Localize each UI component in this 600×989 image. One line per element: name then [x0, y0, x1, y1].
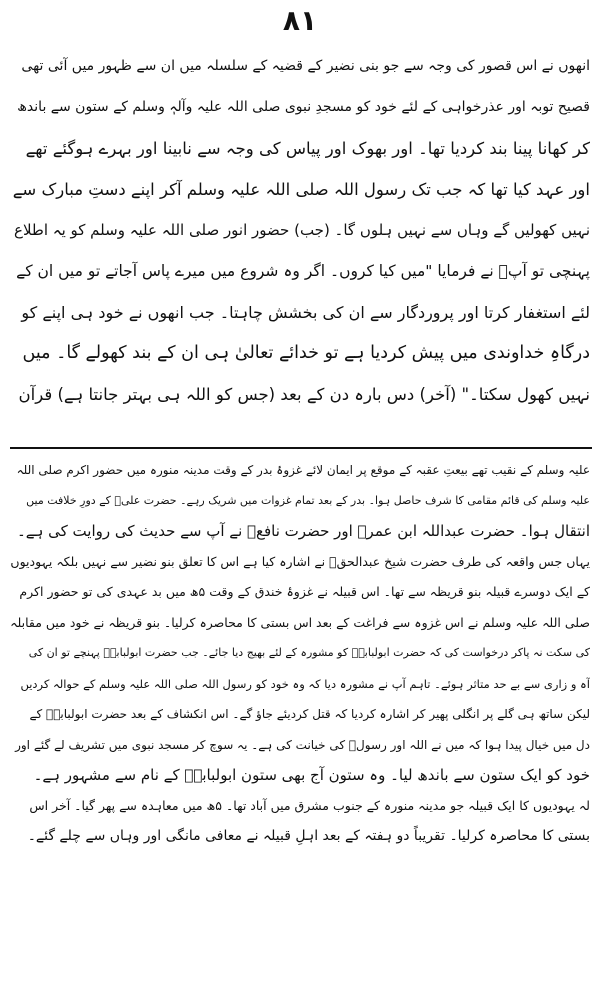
- main-text-line: انھوں نے اس قصور کی وجہ سے جو بنی نضیر کے قضیہ کے سلسلہ میں ان سے ظہور میں آئی تھی: [21, 58, 590, 74]
- main-text-line: لئے استغفار کرتا اور پروردگار سے ان کی بخشش چاہتا۔ جب انھوں نے خود ہی اپنے کو: [21, 303, 590, 322]
- footnote-line: بستی کا محاصرہ کرلیا۔ تقریباً دو ہفتہ کے بعد اہلِ قبیلہ نے معافی مانگی اور وہاں سے چلے گئے۔: [27, 828, 590, 844]
- main-text-line: قصیح توبہ اور عذرخواہی کے لئے خود کو مسجدِ نبوی صلی اللہ علیہ وآلہٖ وسلم کے ستون سے باندھ: [17, 99, 590, 115]
- footnote-line: علیہ وسلم کی قائم مقامی کا شرف حاصل ہوا۔ بدر کے بعد تمام غزوات میں شریک رہے۔ حضرت علیؓ کے دورِ خلافت میں: [26, 493, 590, 507]
- footnote-divider: [10, 447, 592, 449]
- main-text-line: نہیں کھولیں گے وہاں سے نہیں ہلوں گا۔ (جب) حضور انور صلی اللہ علیہ وسلم کو یہ اطلاع: [14, 221, 590, 239]
- main-text-line: اور عہد کیا تھا کہ جب تک رسول اللہ صلی اللہ علیہ وسلم آکر اپنے دستِ مبارک سے: [12, 180, 590, 199]
- main-text-line: پہنچی تو آپؐ نے فرمایا "میں کیا کروں۔ اگر وہ شروع میں میرے پاس آجاتے تو میں ان کے: [16, 262, 590, 280]
- footnote-line: یہاں جس واقعہ کی طرف حضرت شیخ عبدالحقؒ نے اشارہ کیا ہے اس کا تعلق بنو نضیر سے نہیں بلکہ یہودیوں: [10, 553, 590, 569]
- main-text-line: نہیں کھول سکتا۔" (آخر) دس بارہ دن کے بعد (جس کو اللہ ہی بہتر جانتا ہے) قرآن: [18, 385, 590, 404]
- footnote-line: کے ایک دوسرے قبیلہ بنو قریظہ سے تھا۔ اس قبیلہ نے غزوۂ خندق کے وقت ۵ھ میں بد عہدی کی تو حضور اکرم: [19, 584, 590, 599]
- page-number: ۸۱: [282, 4, 318, 37]
- footnote-line: لیکن ساتھ ہی گلے پر انگلی پھیر کر اشارہ کردیا کہ قتل کردیئے جاؤ گے۔ اس انکشاف کے بعد حضرت ابولبابہؓ کے: [29, 707, 590, 721]
- footnote-line: کی سکت نہ پاکر درخواست کی کہ حضرت ابولبابہؓ کو مشورہ کے لئے بھیج دیا جائے۔ جب حضرت ابولبابہؓ پہنچے تو ان کی: [28, 646, 590, 659]
- footnote-line: دل میں خیال پیدا ہوا کہ میں نے اللہ اور رسولؐ کی خیانت کی ہے۔ یہ سوچ کر مسجد نبوی میں تشریف لے گئے اور: [15, 737, 590, 752]
- footnotes: [10, 455, 590, 852]
- main-text-line: درگاہِ خداوندی میں پیش کردیا ہے تو خدائے تعالیٰ ہی ان کے بند کھولے گا۔ میں: [22, 343, 590, 363]
- footnote-line: آہ و زاری سے بے حد متاثر ہوئے۔ تاہم آپ نے مشورہ دیا کہ وہ خود کو رسول اللہ صلی اللہ علیہ وسلم کے حوالہ کردیں: [20, 676, 590, 691]
- footnote-line: انتقال ہوا۔ حضرت عبداللہ ابن عمرؓ اور حضرت نافعؓ نے آپ سے حدیث کی روایت کی ہے۔: [17, 522, 590, 540]
- footnote-line: لہ یہودیوں کا ایک قبیلہ جو مدینہ منورہ کے جنوب مشرق میں آباد تھا۔ ۵ھ میں معاہدہ سے پھر گیا۔ آخر اس: [29, 797, 590, 813]
- main-text-line: کر کھانا پینا بند کردیا تھا۔ اور بھوک اور پیاس کی وجہ سے نابینا اور بہرے ہوگئے تھے: [25, 139, 590, 158]
- footnote-line: صلی اللہ علیہ وسلم نے اس غزوہ سے فراغت کے بعد اس بستی کا محاصرہ کرلیا۔ بنو قریظہ نے خود میں مقابلہ: [10, 614, 590, 630]
- footnote-line: خود کو ایک ستون سے باندھ لیا۔ وہ ستون آج بھی ستون ابولبابہؓ کے نام سے مشہور ہے۔: [33, 766, 590, 784]
- footnote-line: علیہ وسلم کے نقیب تھے بیعتِ عقبہ کے موقع پر ایمان لائے غزوۂ بدر کے وقت مدینہ منورہ میں حضور اکرم صلی اللہ: [16, 463, 590, 477]
- main-text: [10, 46, 590, 415]
